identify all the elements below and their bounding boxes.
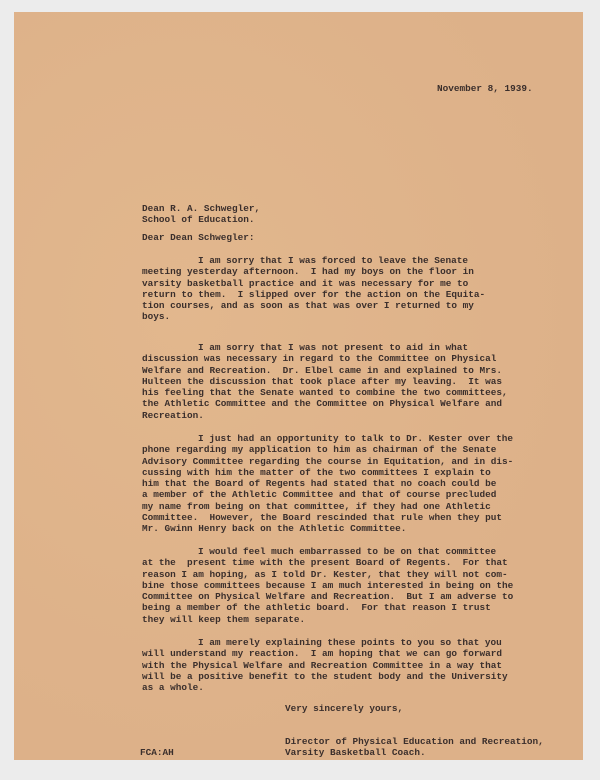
- text-line: I am merely explaining these points to you so that you: [198, 637, 502, 648]
- text-line: varsity basketball practice and it was necessary for me to: [142, 277, 469, 289]
- text-line: tion courses, and as soon as that was over I returned to my: [142, 300, 474, 312]
- text-line: discussion was necessary in regard to the Committee on Physical: [142, 353, 497, 365]
- text-line: I am sorry that I was forced to leave the Senate: [198, 255, 469, 266]
- text-line: reason I am hoping, as I told Dr. Kester, that they will not com-: [142, 568, 508, 580]
- address-line: School of Education.: [142, 214, 255, 226]
- recipient-address: [142, 203, 260, 226]
- text-line: with the Physical Welfare and Recreation Committee in a way that: [142, 659, 503, 671]
- signature-block: [285, 736, 544, 759]
- closing: Very sincerely yours,: [285, 703, 404, 714]
- text-line: a member of the Athletic Committee and that of course precluded: [142, 489, 497, 501]
- signature-title: Director of Physical Education and Recreation,: [285, 736, 544, 747]
- text-line: I am sorry that I was not present to aid in what: [198, 342, 469, 353]
- text-line: will understand my reaction. I am hoping that we can go forward: [142, 648, 503, 660]
- text-line: as a whole.: [142, 682, 204, 694]
- text-line: will be a positive benefit to the student body and the University: [142, 670, 508, 682]
- paragraph-5: [142, 637, 508, 693]
- signature-title: Varsity Basketball Coach.: [285, 747, 426, 759]
- text-line: phone regarding my application to him as chairman of the Senate: [142, 444, 497, 456]
- paragraph-1: [142, 255, 485, 323]
- text-line: Advisory Committee regarding the course in Equitation, and in dis-: [142, 455, 514, 467]
- text-line: at the present time with the present Board of Regents. For that: [142, 557, 508, 569]
- text-line: Committee on Physical Welfare and Recreation. But I am adverse to: [142, 591, 514, 603]
- paragraph-2: [142, 342, 508, 421]
- text-line: Mr. Gwinn Henry back on the Athletic Committee.: [142, 523, 407, 535]
- paragraph-4: [142, 546, 513, 625]
- salutation: Dear Dean Schwegler:: [142, 232, 255, 243]
- address-line: Dean R. A. Schwegler,: [142, 203, 261, 214]
- text-line: I would feel much embarrassed to be on that committee: [198, 546, 497, 557]
- letter-date: November 8, 1939.: [437, 83, 533, 94]
- text-line: Welfare and Recreation. Dr. Elbel came in and explained to Mrs.: [142, 364, 503, 376]
- text-line: return to them. I slipped over for the action on the Equita-: [142, 288, 486, 300]
- text-line: Recreation.: [142, 409, 204, 421]
- text-line: his feeling that the Senate wanted to combine the two committees,: [142, 387, 508, 399]
- text-line: meeting yesterday afternoon. I had my boys on the floor in: [142, 266, 474, 278]
- text-line: Hulteen the discussion that took place after my leaving. It was: [142, 375, 503, 387]
- text-line: cussing with him the matter of the two committees I explain to: [142, 466, 491, 478]
- text-line: being a member of the athletic board. For that reason I trust: [142, 602, 491, 614]
- text-line: boys.: [142, 311, 171, 323]
- text-line: the Athletic Committee and the Committee on Physical Welfare and: [142, 398, 503, 410]
- text-line: they will keep them separate.: [142, 613, 306, 625]
- text-line: bine those committees because I am much interested in being on the: [142, 579, 514, 591]
- paragraph-3: [142, 433, 513, 535]
- text-line: my name from being on that committee, if they had one Athletic: [142, 500, 491, 512]
- text-line: I just had an opportunity to talk to Dr. Kester over the: [198, 433, 514, 444]
- text-line: him that the Board of Regents had stated that no coach could be: [142, 478, 497, 490]
- text-line: Committee. However, the Board rescinded that rule when they put: [142, 512, 503, 524]
- typist-initials: FCA:AH: [140, 747, 174, 758]
